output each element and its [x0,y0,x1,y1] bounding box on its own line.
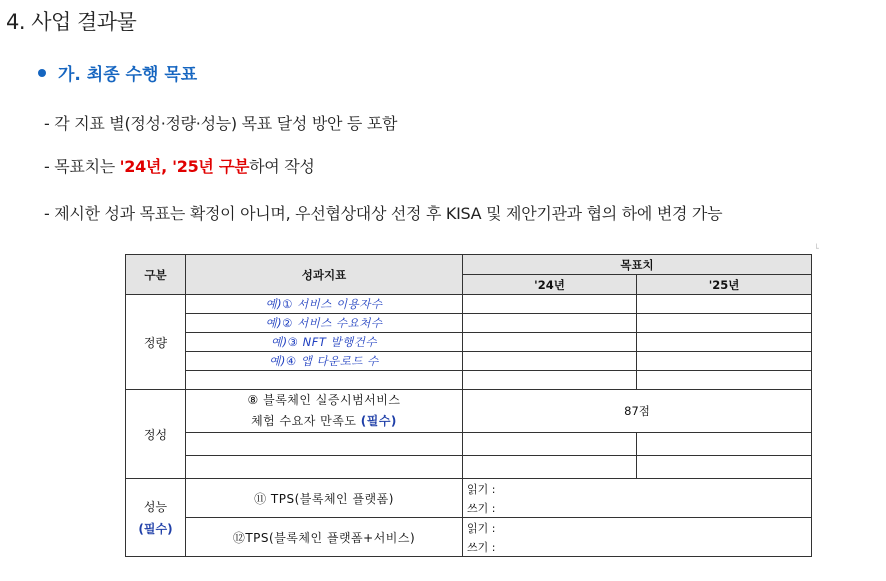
cell-24 [463,333,637,352]
qual-empty-indicator [186,456,463,479]
highlight-years: '24년, '25년 구분 [119,157,250,176]
cell-25 [637,352,812,371]
cell-24 [463,456,637,479]
header-year-25: '25년 [637,275,812,295]
cell-25 [637,295,812,314]
quant-empty-indicator [186,371,463,390]
qual-indicator: ⑧ 블록체인 실증시범서비스 체험 수요자 만족도 (필수) [186,390,463,433]
perf1-read: 읽기 : [463,479,812,499]
cell-25 [637,314,812,333]
perf2-read: 읽기 : [463,518,812,538]
subsection-heading: 가. 최종 수행 목표 [38,60,197,85]
cell-24 [463,352,637,371]
cell-25 [637,333,812,352]
header-indicator: 성과지표 [186,255,463,295]
quant-example-1: 예)① 서비스 이용자수 [186,295,463,314]
qual-target-value: 87점 [463,390,812,433]
category-qualitative: 정성 [126,390,186,479]
bullet-line-3: - 제시한 성과 목표는 확정이 아니며, 우선협상대상 선정 후 KISA 및 제안기관과 협의 하에 변경 가능 [44,204,723,223]
category-quantitative: 정량 [126,295,186,390]
header-category: 구분 [126,255,186,295]
goal-table [125,254,812,557]
required-badge: (필수) [360,414,397,428]
cell-24 [463,433,637,456]
quant-example-4: 예)④ 앱 다운로드 수 [186,352,463,371]
bullet-dot-icon [38,69,46,77]
qual-empty-indicator [186,433,463,456]
cell-25 [637,456,812,479]
corner-mark: └ [814,244,819,253]
required-badge: (필수) [138,521,173,536]
quant-example-2: 예)② 서비스 수요처수 [186,314,463,333]
perf-indicator-2: ⑫TPS(블록체인 플랫폼+서비스) [186,518,463,557]
bullet-line-2: - 목표치는 '24년, '25년 구분하여 작성 [44,157,315,176]
section-heading: 4. 사업 결과물 [6,10,137,34]
perf-indicator-1: ⑪ TPS(블록체인 플랫폼) [186,479,463,518]
bullet-line-1: - 각 지표 별(정성·정량·성능) 목표 달성 방안 등 포함 [44,114,398,133]
cell-24 [463,371,637,390]
header-target: 목표치 [463,255,812,275]
quant-example-3: 예)③ NFT 발행건수 [186,333,463,352]
cell-25 [637,433,812,456]
cell-25 [637,371,812,390]
cell-24 [463,314,637,333]
perf2-write: 쓰기 : [463,537,812,557]
category-performance: 성능 (필수) [126,479,186,557]
header-year-24: '24년 [463,275,637,295]
cell-24 [463,295,637,314]
perf1-write: 쓰기 : [463,498,812,518]
